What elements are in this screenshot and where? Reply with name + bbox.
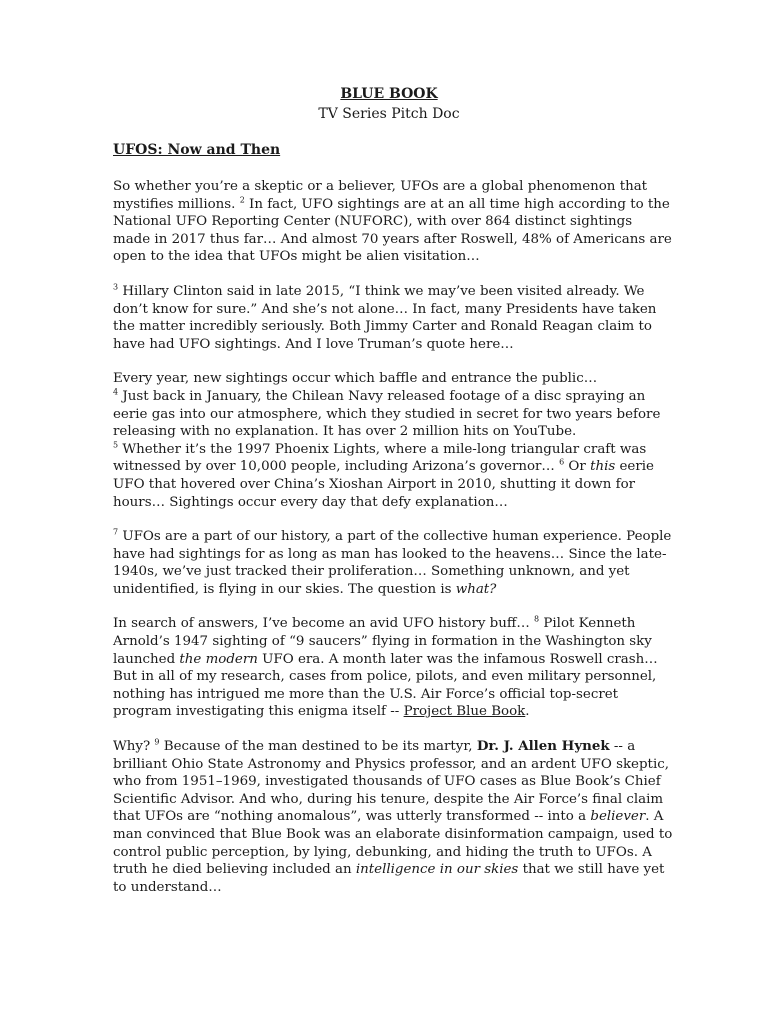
text-run: eerie UFO that hovered over China’s Xioshan Airport in 2010, shutting it down for hours… Sightings occur every day that defy explanation…	[113, 459, 654, 510]
project-blue-book-link[interactable]: Project Blue Book	[403, 704, 526, 720]
text-run: UFOs are a part of our history, a part of the collective human experience. People have had sightings for as long as man has looked to the heavens… Since the late-1940s, we’ve just tracked their proliferation… Something unknown, and yet unidentified, is flying in our skies. The question is	[113, 529, 672, 597]
italic-text: what?	[455, 581, 497, 597]
text-run: Whether it’s the 1997 Phoenix Lights, where a mile-long triangular craft was witnessed by over 10,000 people, including Arizona’s governor…	[113, 441, 647, 475]
section-heading: UFOS: Now and Then	[113, 142, 281, 158]
italic-text: intelligence in our skies	[355, 862, 519, 878]
text-run: Or	[564, 459, 591, 475]
italic-text: believer	[590, 809, 646, 825]
paragraph-5	[113, 615, 673, 721]
text-run: that we still have yet to understand…	[113, 862, 665, 895]
text-run: Because of the man destined to be its martyr,	[159, 739, 477, 755]
footnote-ref-8: 8	[534, 615, 540, 624]
paragraph-2	[113, 283, 673, 353]
italic-text: the modern	[179, 651, 258, 667]
paragraph-4	[113, 528, 673, 598]
document-header	[113, 84, 665, 124]
text-run: -- a brilliant Ohio State Astronomy and Physics professor, and an ardent UFO skeptic, who from 1951–1969, investigated thousands of UFO cases as Blue Book’s Chief Scientific Advisor. And who, during his tenure, despite the Air Force’s final claim that UFOs are “nothing anomalous”, was utterly transformed -- into a	[113, 739, 669, 825]
text-run: Just back in January, the Chilean Navy released footage of a disc spraying an eerie gas into our atmosphere, which they studied in secret for two years before releasing with no explanation. It has over 2 million hits on YouTube.	[113, 388, 661, 440]
text-run: Every year, new sightings occur which baffle and entrance the public…	[113, 371, 598, 387]
footnote-ref-3: 3	[113, 282, 119, 292]
footnote-ref-6: 6	[559, 457, 565, 467]
italic-text: this	[590, 459, 616, 475]
paragraph-6	[113, 738, 673, 896]
paragraph-1	[113, 178, 673, 266]
footnote-ref-4: 4	[113, 387, 119, 397]
text-run: Why?	[113, 739, 155, 755]
text-run: Pilot Kenneth Arnold’s 1947 sighting of “9 saucers” flying in formation in the Washington sky launched	[113, 616, 652, 667]
text-run: In fact, UFO sightings are at an all time high according to the National UFO Reporting Center (NUFORC), with over 864 distinct sightings made in 2017 thus far… And almost 70 years after Roswell, 48% of Americans are open to the idea that UFOs might be alien visitation…	[113, 196, 672, 265]
text-run: So whether you’re a skeptic or a believer, UFOs are a global phenomenon that mystifies millions.	[113, 179, 648, 212]
paragraph-3	[113, 370, 673, 511]
document-title: BLUE BOOK	[340, 86, 438, 102]
text-run: Hillary Clinton said in late 2015, “I think we may’ve been visited already. We don’t know for sure.” And she’s not alone… In fact, many Presidents have taken the matter incredibly seriously. Both Jimmy Carter and Ronald Reagan claim to have had UFO sightings. And I love Truman’s quote here…	[113, 283, 657, 352]
footnote-ref-9: 9	[154, 737, 160, 747]
footnote-ref-5: 5	[113, 440, 119, 450]
text-run: .	[525, 704, 530, 720]
text-run: In search of answers, I’ve become an avid UFO history buff…	[113, 616, 535, 632]
bold-text: Dr. J. Allen Hynek	[476, 738, 610, 755]
footnote-ref-2: 2	[239, 195, 245, 205]
footnote-ref-7: 7	[113, 527, 119, 537]
document-subtitle: TV Series Pitch Doc	[318, 106, 460, 122]
text-run: UFO era. A month later was the infamous Roswell crash… But in all of my research, cases from police, pilots, and even military personnel, nothing has intrigued me more than the U.S. Air Force’s official top-secret program investigating this enigma itself --	[113, 651, 658, 720]
text-run: . A man convinced that Blue Book was an elaborate disinformation campaign, used to control public perception, by lying, debunking, and hiding the truth to UFOs. A truth he died believing included an	[113, 809, 673, 878]
